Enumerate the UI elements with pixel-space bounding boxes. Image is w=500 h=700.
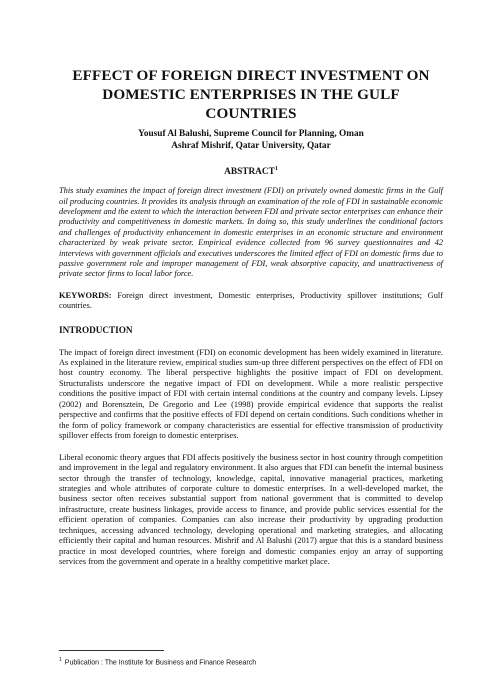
title-line-2: DOMESTIC ENTERPRISES IN THE GULF COUNTRIES — [102, 86, 400, 122]
footnote-text: Publication : The Institute for Business and Finance Research — [64, 659, 257, 667]
author-2: Ashraf Mishrif, Qatar University, Qatar — [171, 140, 331, 151]
introduction-paragraph-2: Liberal economic theory argues that FDI affects positively the business sector in host country through competition and improvement in the legal and regulatory environment. It also argues that FDI can benefit the internal business sector through the transfer of technology, knowledge, capital, innovative managerial practices, marketing strategies and whole attributes of corporate culture to domestic enterprises. In a well-developed market, the business sector often receives substantial support from national government that is committed to develop infrastructure, create business linkages, provide access to finance, and provide public services essential for the efficient operation of companies. Companies can also increase their productivity by upgrading production techniques, accessing advanced technology, developing operational and marketing strategies, and allocating efficiently their capital and human resources. Mishrif and Al Balushi (2017) argue that this is a standard business practice in most developed countries, where foreign and domestic companies enjoy an array of supporting services from the government and operate in a healthy competitive market place. — [59, 452, 443, 567]
title-line-1: EFFECT OF FOREIGN DIRECT INVESTMENT ON — [72, 67, 430, 84]
abstract-heading — [59, 164, 443, 178]
paper-title — [59, 66, 443, 123]
author-1: Yousuf Al Balushi, Supreme Council for Planning, Oman — [138, 129, 364, 139]
footnote-number: 1 — [59, 657, 62, 663]
author-block — [59, 129, 443, 152]
footnote — [59, 656, 256, 667]
keywords-label: KEYWORDS: — [59, 290, 112, 300]
footnote-marker: 1 — [274, 166, 278, 172]
footnote-divider — [59, 650, 164, 651]
keywords — [59, 291, 443, 312]
abstract-text: This study examines the impact of foreign direct investment (FDI) on privately owned domestic firms in the Gulf oil producing countries. It provides its analysis through an examination of the role of FDI in sustainable economic development and the extent to which the interaction between FDI and private sector enterprises can enhance their productivity and competitiveness in domestic markets. In doing so, this study underlines the conditional factors and challenges of productivity enhancement in domestic enterprises in an economic structure and environment characterized by weak private sector. Empirical evidence collected from 96 survey questionnaires and 42 interviews with government officials and executives underscores the limited effect of FDI on domestic firms due to passive government role and improper management of FDI, weak absorptive capacity, and unattractiveness of private sector firms to local labor force. — [59, 186, 443, 279]
keywords-text: Foreign direct investment, Domestic enterprises, Productivity spillover institutions; Gulf countries. — [59, 290, 444, 311]
abstract-heading-text: ABSTRACT — [224, 167, 275, 178]
introduction-paragraph-1: The impact of foreign direct investment (FDI) on economic development has been widely examined in literature. As explained in the literature review, empirical studies sum-up three different perspectives on the effect of FDI on host country economy. The liberal perspective highlights the positive impact of FDI on development. Structuralists underscore the negative impact of FDI on development. While a more realistic perspective conditions the positive impact of FDI with certain internal conditions at the country and company levels. Lipsey (2002) and Borensztein, De Gregorio and Lee (1998) provide empirical evidence that supports the realist perspective and confirms that the positive effects of FDI depend on certain conditions. Such conditions whether in the form of policy framework or company characteristics are essential for effective transmission of productivity spillover effects from foreign to domestic enterprises. — [59, 347, 443, 441]
introduction-heading: INTRODUCTION — [59, 324, 133, 335]
